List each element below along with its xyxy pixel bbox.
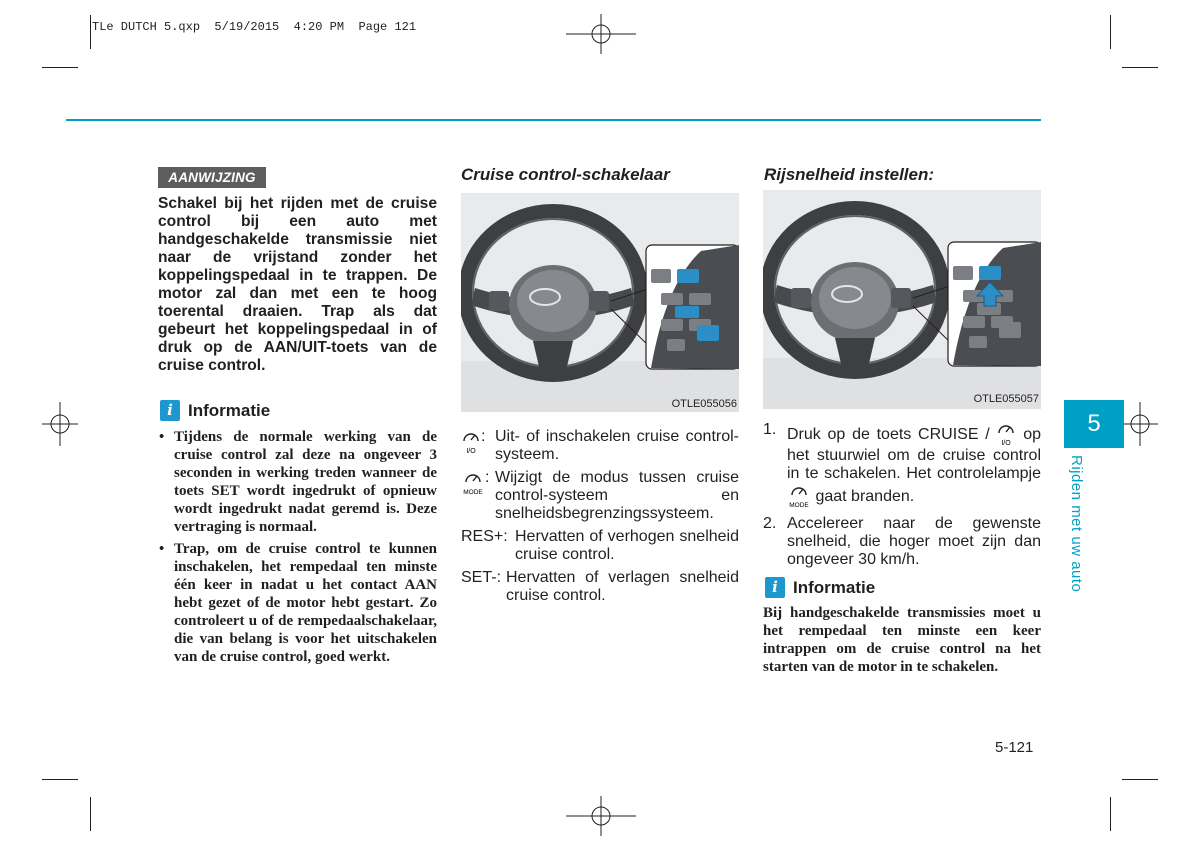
crop-mark	[1122, 67, 1158, 68]
list-item	[763, 421, 1041, 509]
section-title: Rijsnelheid instellen:	[764, 165, 935, 184]
figure-code: OTLE055057	[973, 393, 1039, 405]
definition-key: RES+:	[461, 528, 508, 545]
registration-mark-icon	[566, 796, 636, 836]
definition-text: Hervatten of verhogen snelheid cruise control.	[515, 528, 739, 563]
header-rule	[66, 119, 1041, 121]
registration-mark-icon	[1122, 402, 1158, 446]
registration-mark-icon	[42, 402, 78, 446]
notice-text: Schakel bij het rijden met de cruise control bij een auto met handgeschakelde transmissie niet naar de vrijstand zonder het koppelingspedaal in te trappen. De motor zal dan met een te hoog toerental draaien. Trap als dat gebeurt het koppelingspedaal in of druk op de AAN/UIT-toets van de cruise control.	[158, 195, 437, 374]
definition-item	[461, 569, 739, 605]
crop-mark	[1110, 15, 1111, 49]
section-title: Cruise control-schakelaar	[461, 165, 670, 184]
crop-mark	[1122, 779, 1158, 780]
step-text: op het stuurwiel om de cruise control in te schakelen. Het controlelampje	[787, 426, 1041, 482]
list-item	[763, 515, 1041, 569]
definition-key: :	[481, 428, 486, 445]
step-number: 2.	[763, 515, 777, 532]
steering-wheel-figure	[461, 193, 739, 412]
info-title: Informatie	[793, 577, 876, 597]
chapter-tab: 5	[1064, 400, 1124, 448]
info-heading	[765, 577, 875, 598]
info-icon: i	[160, 400, 180, 421]
cruise-io-icon	[461, 428, 481, 456]
definition-text: Hervatten of verlagen snelheid cruise control.	[506, 569, 739, 604]
definition-key: :	[485, 469, 490, 486]
step-text: Accelereer naar de gewenste snelheid, die hoger moet zijn dan ongeveer 30 km/h.	[787, 515, 1041, 568]
steering-wheel-figure	[763, 190, 1041, 409]
definition-text: Wijzigt de modus tussen cruise control-systeem en snelheidsbegrenzingssysteem.	[495, 469, 739, 522]
info-icon: i	[765, 577, 785, 598]
definition-text: Uit- of inschakelen cruise control-systeem.	[495, 428, 739, 463]
list-item: • Trap, om de cruise control te kunnen inschakelen, het rempedaal ten minste één keer in nadat u het contact AAN hebt gezet of de motor hebt gestart. Zo controleert u of de rempedaalschakelaar, die van belang is voor het uitschakelen van de cruise control, goed werkt.	[159, 540, 437, 666]
definition-item	[461, 528, 739, 564]
crop-mark	[90, 15, 91, 49]
io-label: I/O	[466, 448, 476, 455]
step-number: 1.	[763, 421, 777, 438]
chapter-title: Rijden met uw auto	[1068, 455, 1085, 593]
chapter-label	[1063, 455, 1093, 595]
step-text: gaat branden.	[815, 488, 915, 505]
mode-label: MODE	[463, 489, 483, 496]
steering-wheel-illustration	[461, 193, 739, 412]
io-label: I/O	[1001, 440, 1012, 447]
print-slug: TLe DUTCH 5.qxp 5/19/2015 4:20 PM Page 121	[92, 20, 417, 34]
info-heading	[160, 400, 270, 421]
crop-mark	[90, 797, 91, 831]
info-title: Informatie	[188, 400, 271, 420]
crop-mark	[42, 779, 78, 780]
definition-item	[461, 469, 739, 523]
info-text: Bij handgeschakelde transmissies moet u het rempedaal ten minste een keer intrappen om de cruise control na het starten van de motor in te schakelen.	[763, 605, 1041, 675]
notice-badge: AANWIJZING	[158, 167, 266, 188]
crop-mark	[42, 67, 78, 68]
mode-label: MODE	[789, 502, 809, 509]
switch-definitions	[461, 428, 739, 610]
definition-item	[461, 428, 739, 464]
cruise-mode-icon	[787, 483, 811, 509]
definition-key: SET-:	[461, 569, 502, 586]
step-text: Druk op de toets CRUISE /	[787, 426, 990, 443]
steering-wheel-illustration	[763, 190, 1041, 409]
figure-code: OTLE055056	[671, 398, 737, 410]
list-item: • Tijdens de normale werking van de cruise control zal deze na ongeveer 3 seconden in werking treden wanneer de toets SET wordt ingedrukt of opnieuw wordt ingedrukt nadat geremd is. Deze vertraging is normaal.	[159, 428, 437, 536]
registration-mark-icon	[566, 14, 636, 54]
cruise-io-icon	[996, 421, 1016, 447]
steps-list	[763, 421, 1041, 575]
page-number: 5-121	[995, 739, 1034, 756]
info-bullet-list	[159, 428, 437, 670]
cruise-mode-icon	[461, 469, 485, 497]
crop-mark	[1110, 797, 1111, 831]
